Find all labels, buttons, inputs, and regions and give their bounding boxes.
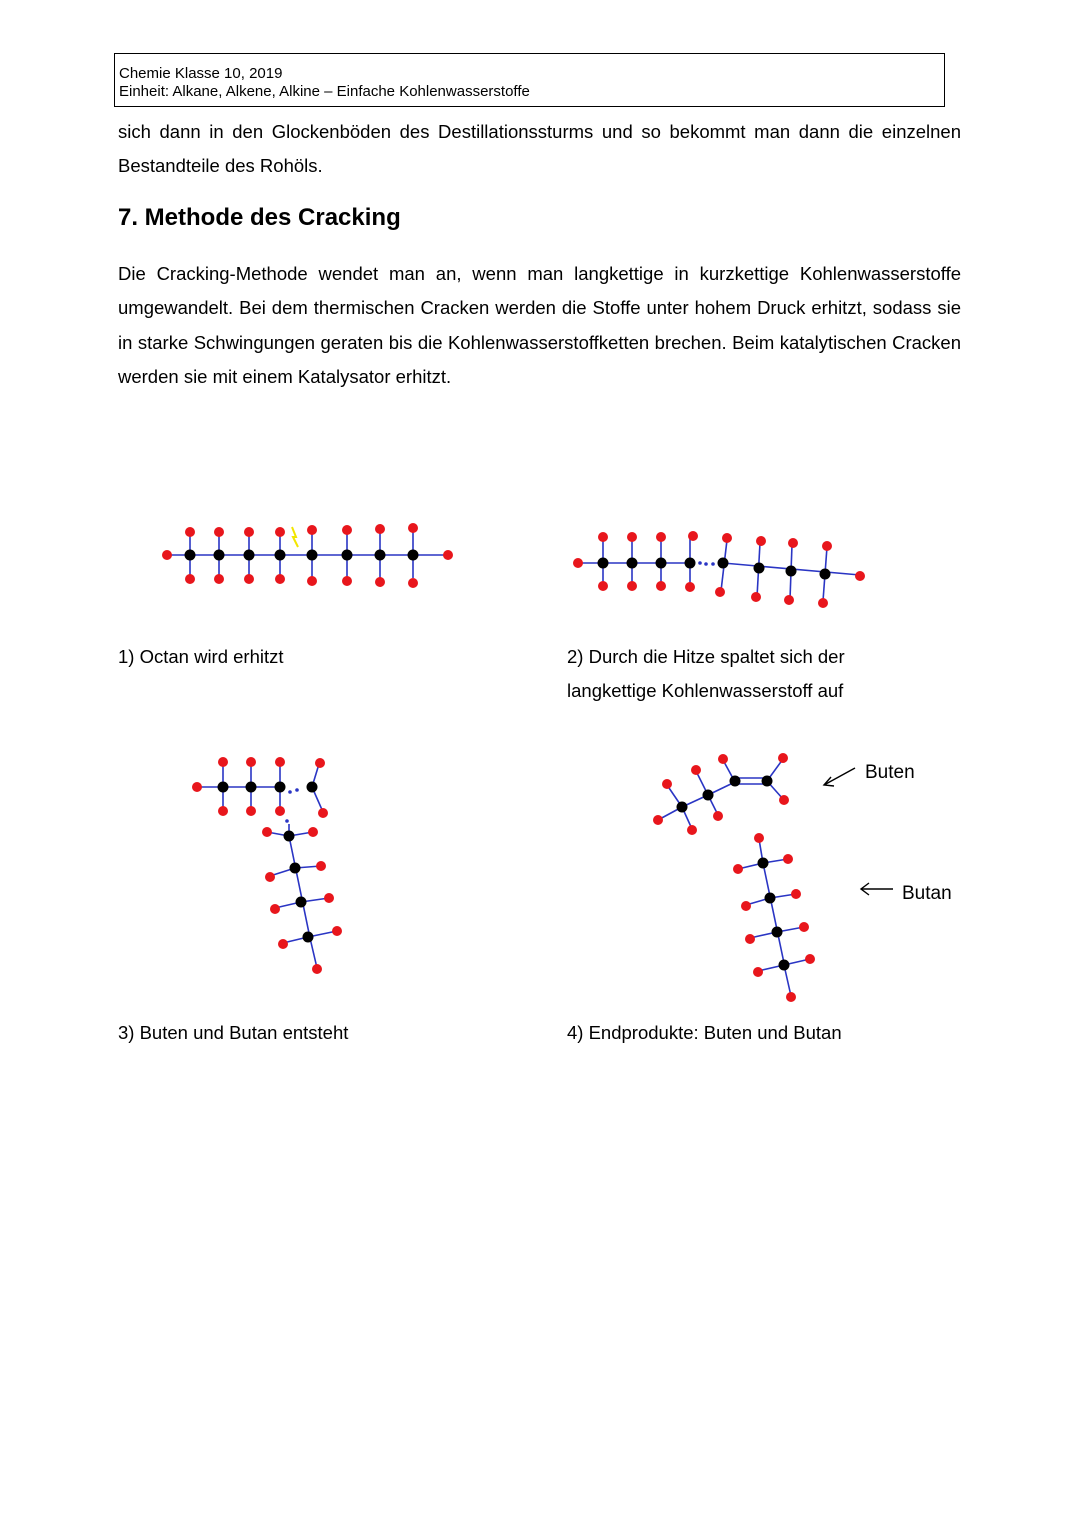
label-buten: Buten [865,762,915,783]
document-header [114,53,945,107]
section-title: 7. Methode des Cracking [118,204,401,231]
caption-step3: 3) Buten und Butan entsteht [118,1022,349,1043]
caption-step4: 4) Endprodukte: Buten und Butan [567,1022,842,1043]
figure-octane-molecule [150,515,470,595]
caption-step2-line1: 2) Durch die Hitze spaltet sich der [567,646,845,667]
heat-spark-icon [292,527,298,547]
arrow-butan-icon [861,883,893,895]
caption-step1: 1) Octan wird erhitzt [118,646,284,667]
caption-step2-line2: langkettige Kohlenwasserstoff auf [567,680,844,701]
arrow-buten-icon [824,768,855,786]
figure-end-products [645,745,975,1010]
figure-splitting-molecule [565,525,875,610]
header-course: Chemie Klasse 10, 2019 [119,65,283,82]
figure-buten-butan-forming [185,750,355,980]
section-paragraph: Die Cracking-Methode wendet man an, wenn man langkettige in kurzkettige Kohlenwasserstoffe umgewandelt. Bei dem thermischen Cracken werden die Stoffe unter hohem Druck erhitzt, sodass sie in starke Schwingungen geraten bis die Kohlenwasserstoffketten brechen. Beim katalytischen Cracken werden sie mit einem Katalysator erhitzt. [118,263,961,387]
label-butan: Butan [902,883,952,904]
intro-paragraph: sich dann in den Glockenböden des Destillationssturms und so bekommt man dann die einzelnen Bestandteile des Rohöls. [118,121,961,177]
header-unit: Einheit: Alkane, Alkene, Alkine – Einfache Kohlenwasserstoffe [119,83,530,100]
